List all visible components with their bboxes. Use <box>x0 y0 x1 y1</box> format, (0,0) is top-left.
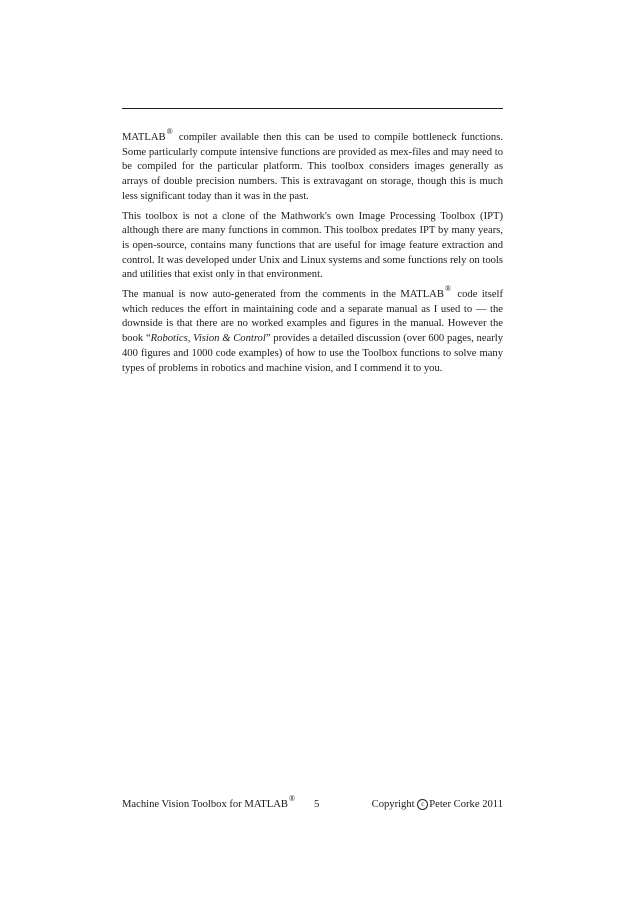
paragraph-3-text-a: The manual is now auto-generated from the comments in the MATLAB <box>122 289 444 301</box>
copyright-icon: c <box>417 799 428 810</box>
footer-copyright <box>372 797 503 813</box>
registered-mark: ® <box>444 284 451 294</box>
registered-mark: ® <box>288 794 296 803</box>
header-rule <box>122 108 503 109</box>
paragraph-3-text-b: code itself which reduces the effort in maintaining code and a separate manual as I used to — the downside is that there are no worked examples and figures in the manual. However the book “ <box>122 289 504 345</box>
book-title: Robotics, Vision & Control <box>150 333 266 345</box>
copyright-word: Copyright <box>371 799 415 810</box>
page-number: 5 <box>314 799 320 810</box>
paragraph-2: This toolbox is not a clone of the Mathwork's own Image Processing Toolbox (IPT) although there are many functions in common. This toolbox predates IPT by many years, is open-source, contains many functions that are useful for image feature extraction and control. It was developed under Unix and Linux systems and some functions rely on tools and utilities that exist only in that environment. <box>122 210 503 281</box>
paragraph-1 <box>122 127 503 205</box>
footer-title <box>122 794 297 813</box>
matlab-word: MATLAB <box>122 132 166 143</box>
paragraph-1-text: compiler available then this can be used to compile bottleneck functions. Some particularly compute intensive functions are provided as mex-files and may need to be compiled for the particular platform. This toolbox considers images generally as arrays of double precision numbers. This is extravagant on storage, though this is much less significant today than it was in the past. <box>122 132 503 202</box>
registered-mark: ® <box>166 127 173 136</box>
copyright-author: Peter Corke 2011 <box>429 799 503 810</box>
paragraph-3-text-c: ” provides a detailed discussion (over 600 pages, nearly 400 figures and 1000 code examples) of how to use the Toolbox functions to solve many types of problems in robotics and machine vision, and I commend it to you. <box>122 333 503 374</box>
page-footer <box>122 794 503 813</box>
footer-title-text: Machine Vision Toolbox for MATLAB <box>122 799 288 810</box>
body-text <box>122 127 504 381</box>
paragraph-3 <box>122 284 504 376</box>
